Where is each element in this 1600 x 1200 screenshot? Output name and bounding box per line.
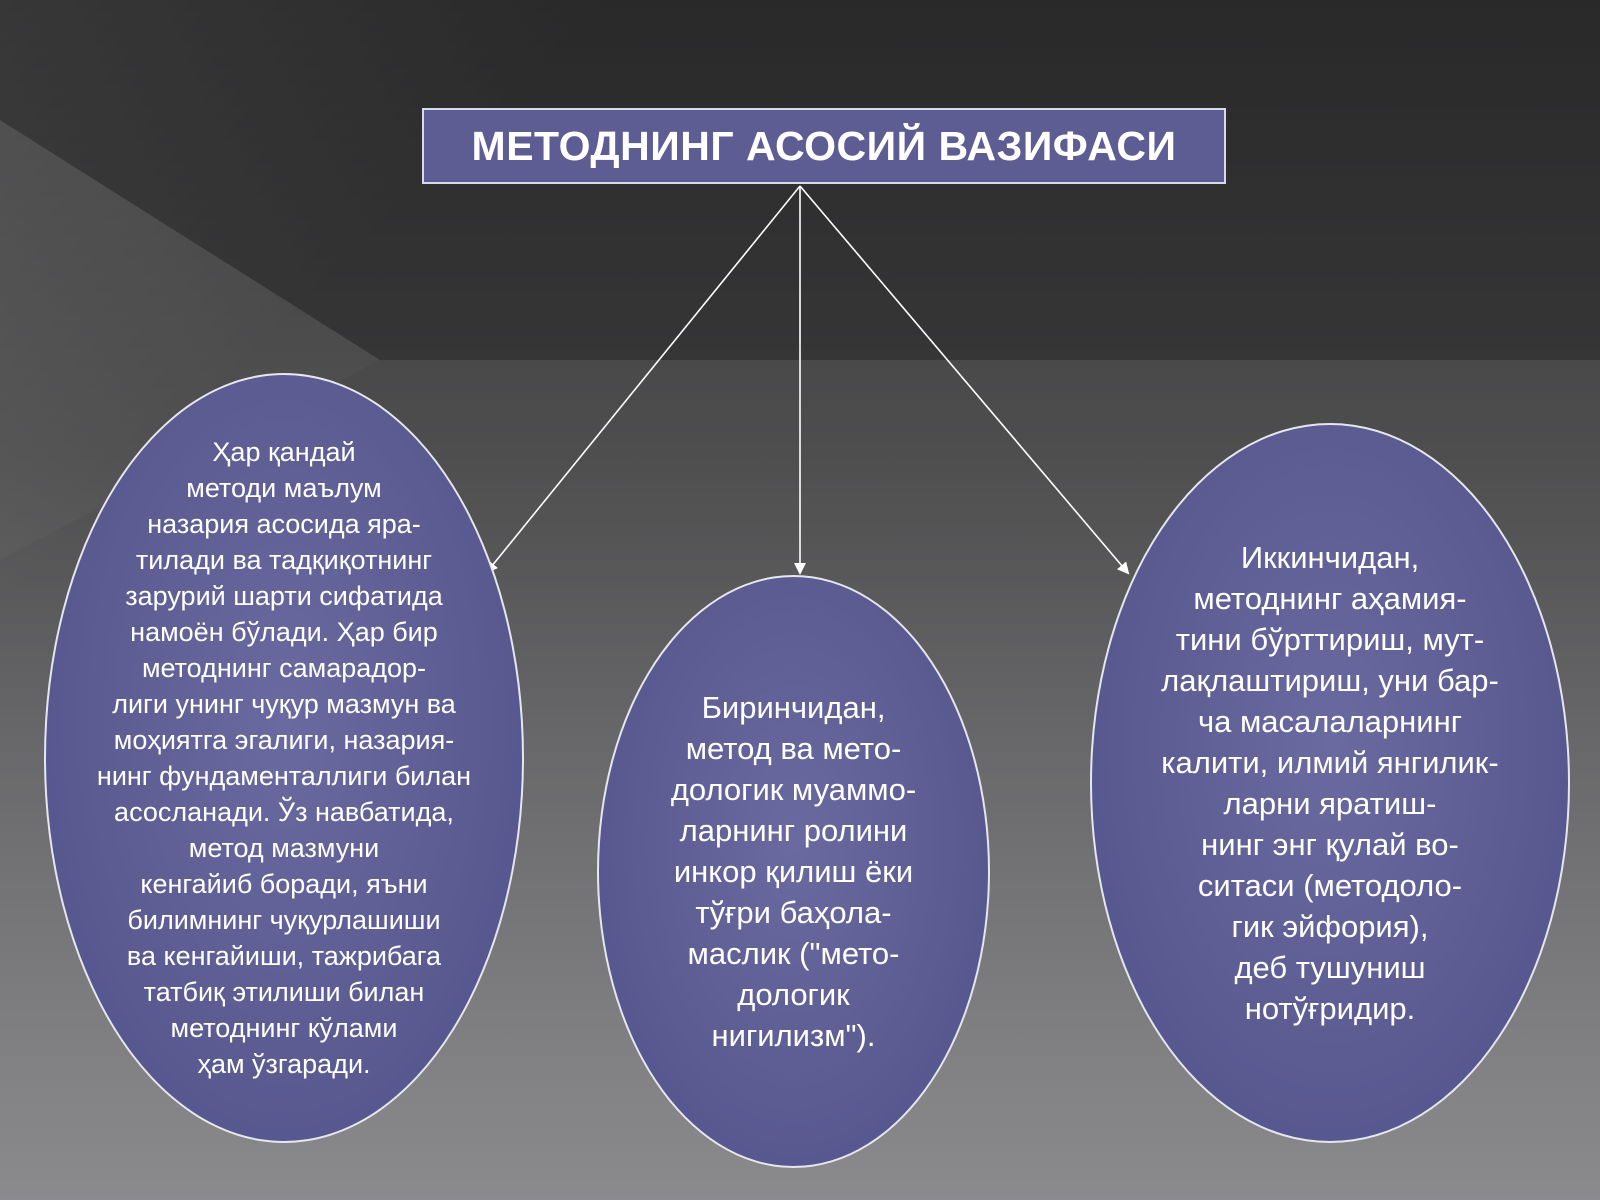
node-middle-text: Биринчидан, метод ва мето- дологик муаммо- ларнинг ролини инкор қилиш ёки тўғри баҳола- маслик ("мето- дологик нигилизм"). — [670, 690, 917, 1053]
node-middle-ellipse — [597, 575, 990, 1168]
node-left-text: Ҳар қандай методи маълум назария асосида яра- тилади ва тадқиқотнинг зарурий шарти сифатида намоён бўлади. Ҳар бир методнинг самарадор- лиги унинг чуқур мазмун ва моҳиятга эгалиги, назария- нинг фундаменталлиги билан асосланади. Ўз навбатида, метод мазмуни кенгайиб боради, яъни билимнинг чуқурлашиши ва кенгайиши, тажрибага татбиқ этилиши билан методнинг кўлами ҳам ўзгаради. — [96, 437, 472, 1079]
node-right-ellipse — [1090, 423, 1570, 1143]
node-left-ellipse — [44, 373, 524, 1143]
diagram-title — [422, 108, 1226, 184]
node-right-text: Иккинчидан, методнинг аҳамия- тини бўрттириш, мут- лақлаштириш, уни бар- ча масалаларнинг калити, илмий янгилик- ларни яратиш- нинг энг қулай во- ситаси (методоло- гик эйфория), деб тушуниш нотўғридир. — [1161, 540, 1499, 1026]
diagram-title-text: МЕТОДНИНГ АСОСИЙ ВАЗИФАСИ — [471, 122, 1177, 169]
